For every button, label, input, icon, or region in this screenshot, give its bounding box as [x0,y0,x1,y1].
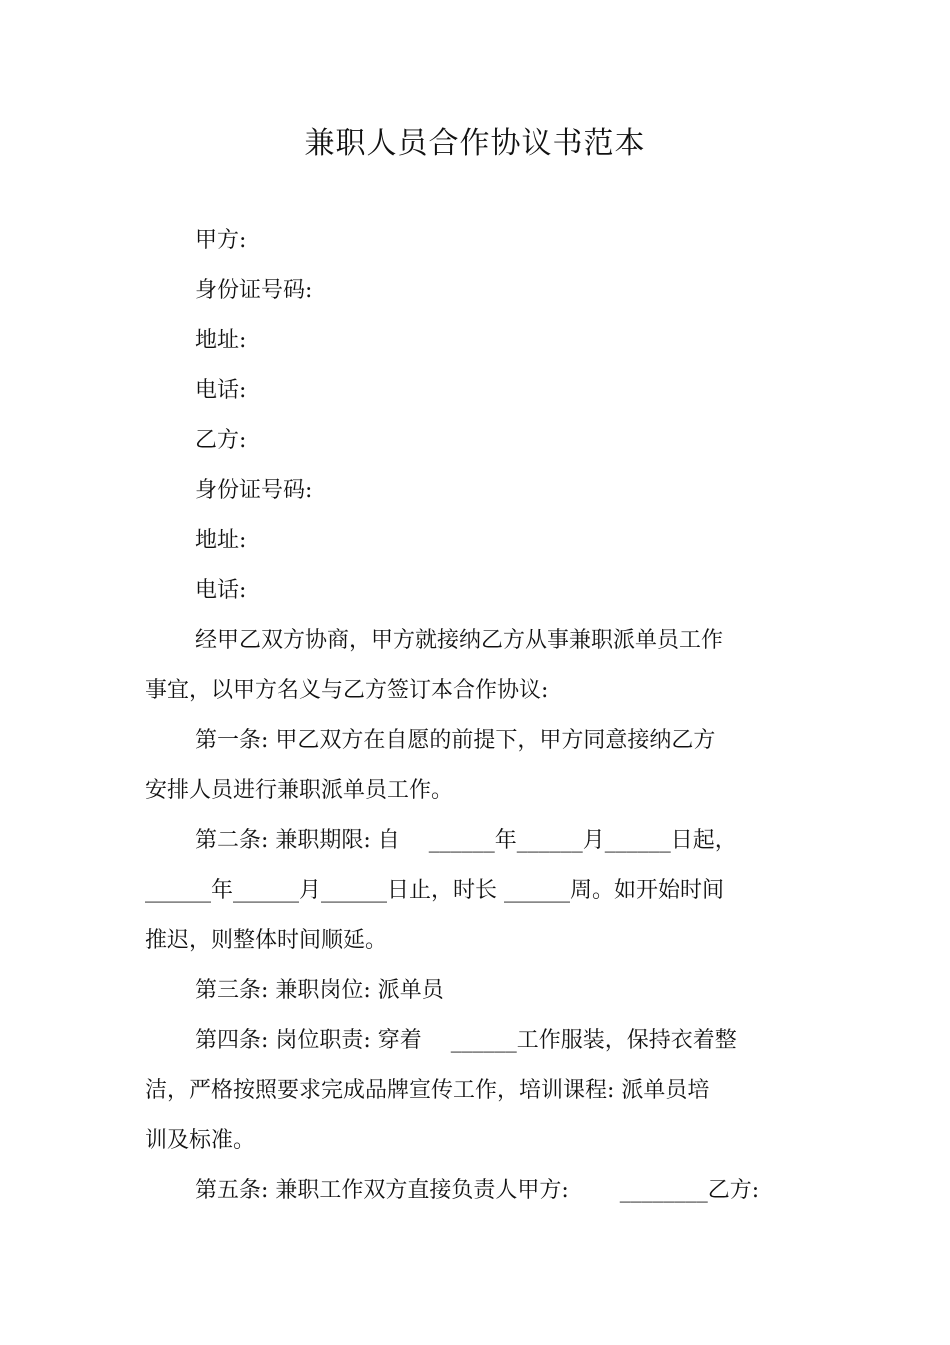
party-b-address-label: 地址: [195,528,247,553]
article-3-line-1: 第三条: 兼职岗位: 派单员 [195,978,444,1003]
party-b-label: 乙方: [195,428,247,453]
party-b-id-label: 身份证号码: [195,478,313,503]
document-title: 兼职人员合作协议书范本 [304,126,646,161]
party-a-label: 甲方: [195,228,247,253]
party-b-phone-label: 电话: [195,578,247,603]
article-4-line-2: 洁，严格按照要求完成品牌宣传工作，培训课程: 派单员培 [145,1078,710,1103]
article-5-line-1: 第五条: 兼职工作双方直接负责人甲方: ________乙方: [195,1178,760,1203]
article-2-line-3: 推迟，则整体时间顺延。 [145,928,388,953]
article-4-line-3: 训及标准。 [145,1128,256,1153]
preamble-line-1: 经甲乙双方协商，甲方就接纳乙方从事兼职派单员工作 [195,628,724,653]
article-1-line-1: 第一条: 甲乙双方在自愿的前提下，甲方同意接纳乙方 [195,728,716,753]
article-4-line-1: 第四条: 岗位职责: 穿着 ______工作服装，保持衣着整 [195,1028,737,1053]
party-a-phone-label: 电话: [195,378,247,403]
article-2-line-2: ______年______月______日止，时长 ______周。如开始时间 [145,878,724,903]
party-a-id-label: 身份证号码: [195,278,313,303]
article-1-line-2: 安排人员进行兼职派单员工作。 [145,778,454,803]
party-a-address-label: 地址: [195,328,247,353]
article-2-line-1: 第二条: 兼职期限: 自 ______年______月______日起， [195,828,737,853]
preamble-line-2: 事宜，以甲方名义与乙方签订本合作协议: [145,678,549,703]
